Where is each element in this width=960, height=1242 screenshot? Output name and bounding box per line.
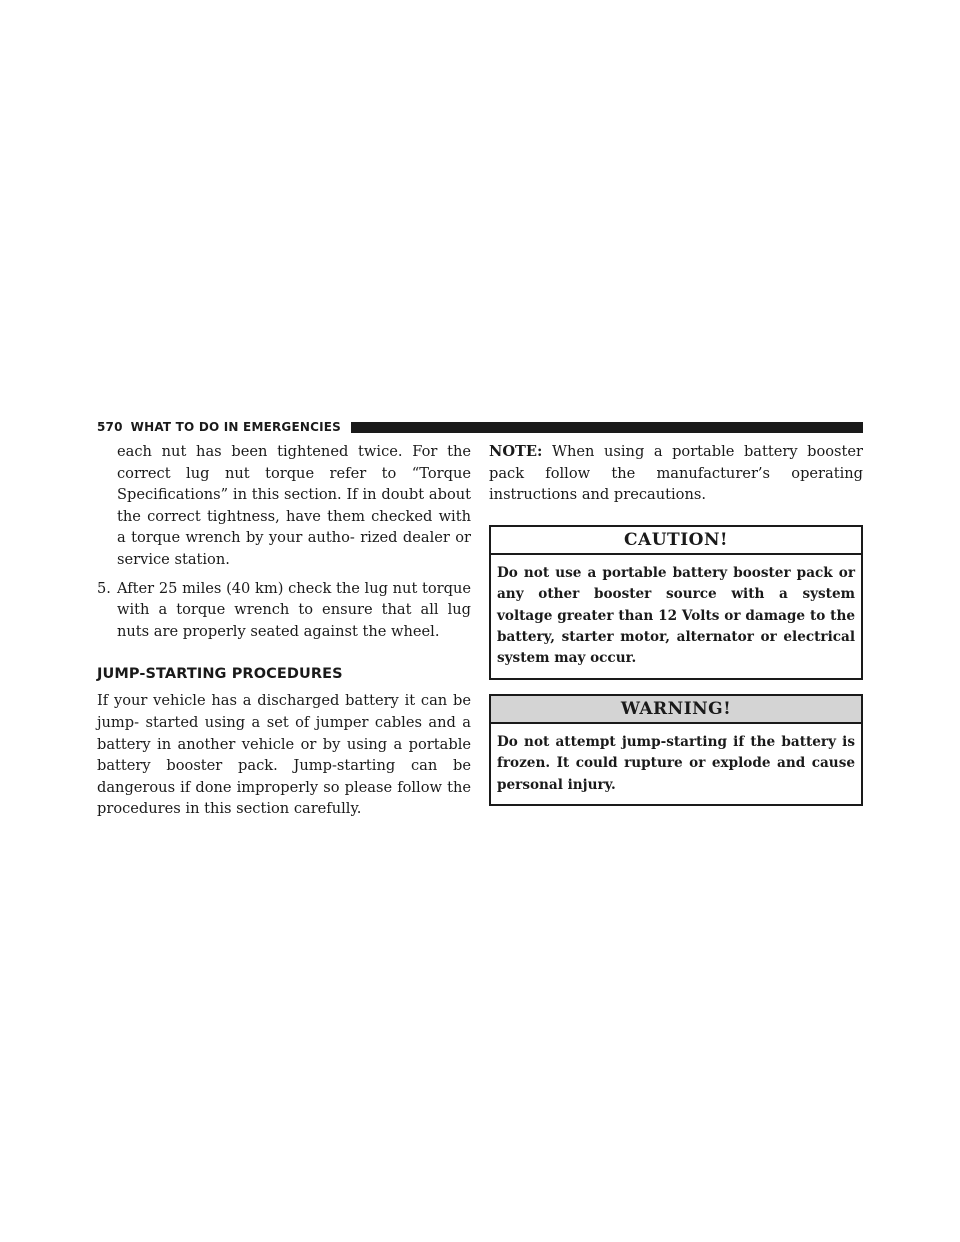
step-5-number: 5. <box>97 579 111 597</box>
note-paragraph <box>489 441 863 506</box>
warning-title: WARNING! <box>491 696 861 724</box>
header-rule <box>351 422 863 433</box>
note-text: When using a portable battery booster pack follow the manufacturer’s operating instructions and precautions. <box>489 443 864 504</box>
left-column <box>97 441 471 820</box>
intro-paragraph: If your vehicle has a discharged battery it can be jump- started using a set of jumper cables and a battery in another vehicle or by using a portable battery booster pack. Jump-starting can be dangerous if done improperly so please follow the procedures in this section carefully. <box>97 692 471 818</box>
note-label: NOTE: <box>489 443 543 460</box>
caution-title: CAUTION! <box>491 527 861 555</box>
warning-text: Do not attempt jump-starting if the battery is frozen. It could rupture or explode and cause personal injury. <box>497 733 855 793</box>
right-column <box>489 441 863 806</box>
caution-box <box>489 525 863 680</box>
step-5 <box>97 578 471 643</box>
page-header <box>97 416 863 438</box>
caution-text: Do not use a portable battery booster pack or any other booster source with a system voltage greater than 12 Volts or damage to the battery, starter motor, alternator or electrical system may occur. <box>497 564 855 667</box>
warning-box <box>489 694 863 806</box>
section-title: WHAT TO DO IN EMERGENCIES <box>130 420 342 434</box>
page-number: 570 <box>97 420 123 434</box>
continued-paragraph: each nut has been tightened twice. For the correct lug nut torque refer to “Torque Specifications” in this section. If in doubt about the correct tightness, have them checked with a torque wrench by your autho- rized dealer or service station. <box>117 443 471 568</box>
section-heading: JUMP-STARTING PROCEDURES <box>97 666 343 683</box>
step-5-text: After 25 miles (40 km) check the lug nut torque with a torque wrench to ensure that all lug nuts are properly seated against the wheel. <box>117 579 471 640</box>
